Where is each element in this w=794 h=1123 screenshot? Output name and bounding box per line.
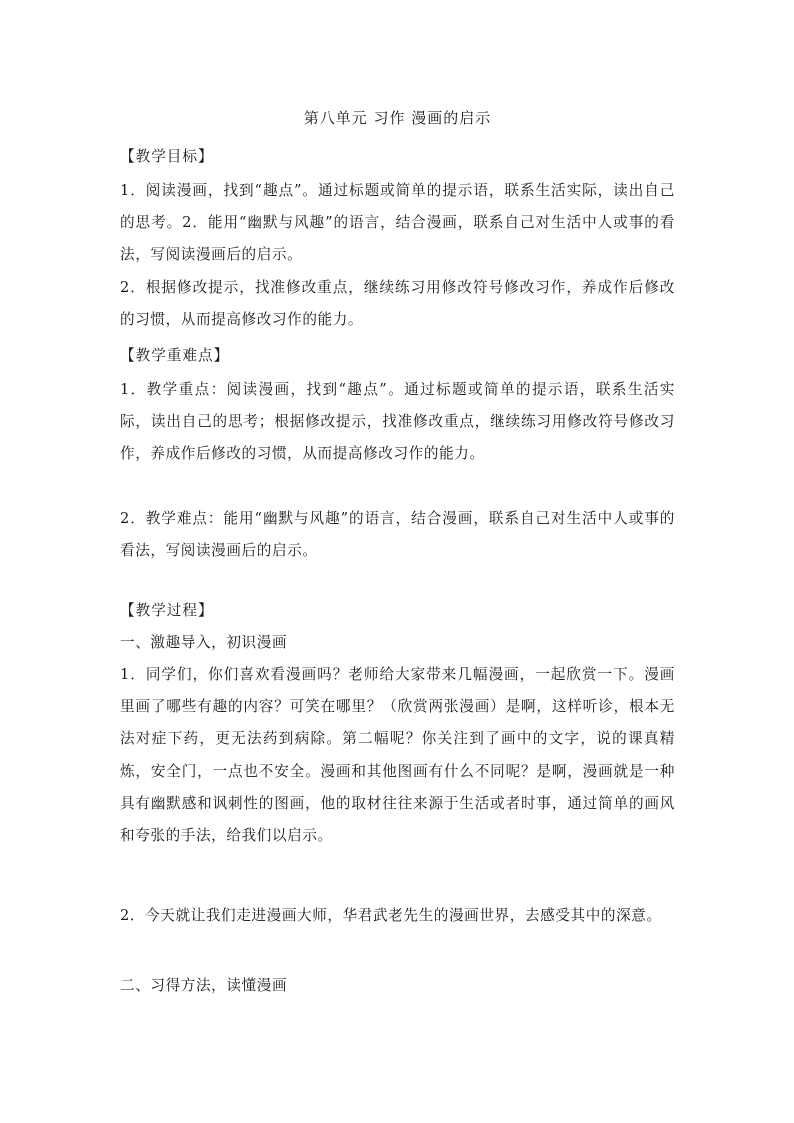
section-heading-process: 【教学过程】 — [120, 602, 214, 619]
process-paragraph-2: 2．今天就让我们走进漫画大师，华君武老先生的漫画世界，去感受其中的深意。 — [120, 907, 662, 924]
goals-paragraph-2: 2．根据修改提示，找准修改重点，继续练习用修改符号修改习作，养成作后修改的习惯，从而提高修改习作的能力。 — [120, 279, 675, 329]
process-subheading-1: 一、激趣导入，初识漫画 — [120, 634, 288, 651]
key-points-paragraph-1: 1．教学重点：阅读漫画，找到“趣点”。通过标题或简单的提示语，联系生活实际，读出自己的思考；根据修改提示，找准修改重点，继续练习用修改符号修改习作，养成作后修改的习惯，从而提高修改习作的能力。 — [120, 381, 675, 463]
process-subheading-2: 二、习得方法，读懂漫画 — [120, 977, 288, 994]
section-heading-key-points: 【教学重难点】 — [120, 347, 230, 364]
document-title: 第八单元 习作 漫画的启示 — [303, 109, 492, 127]
process-paragraph-1: 1．同学们，你们喜欢看漫画吗？老师给大家带来几幅漫画，一起欣赏一下。漫画里画了哪些有趣的内容？可笑在哪里？（欣赏两张漫画）是啊，这样听诊，根本无法对症下药，更无法药到病除。第二幅呢？你关注到了画中的文字，说的课真精炼，安全门，一点也不安全。漫画和其他图画有什么不同呢？是啊，漫画就是一种具有幽默感和讽刺性的图画，他的取材往往来源于生活或者时事，通过简单的画风和夸张的手法，给我们以启示。 — [120, 666, 675, 845]
section-heading-goals: 【教学目标】 — [120, 148, 214, 165]
key-points-paragraph-2: 2．教学难点：能用“幽默与风趣”的语言，结合漫画，联系自己对生活中人或事的看法，写阅读漫画后的启示。 — [120, 510, 675, 560]
goals-paragraph-1: 1．阅读漫画，找到“趣点”。通过标题或简单的提示语，联系生活实际，读出自己的思考。2．能用“幽默与风趣”的语言，结合漫画，联系自己对生活中人或事的看法，写阅读漫画后的启示。 — [120, 182, 675, 264]
